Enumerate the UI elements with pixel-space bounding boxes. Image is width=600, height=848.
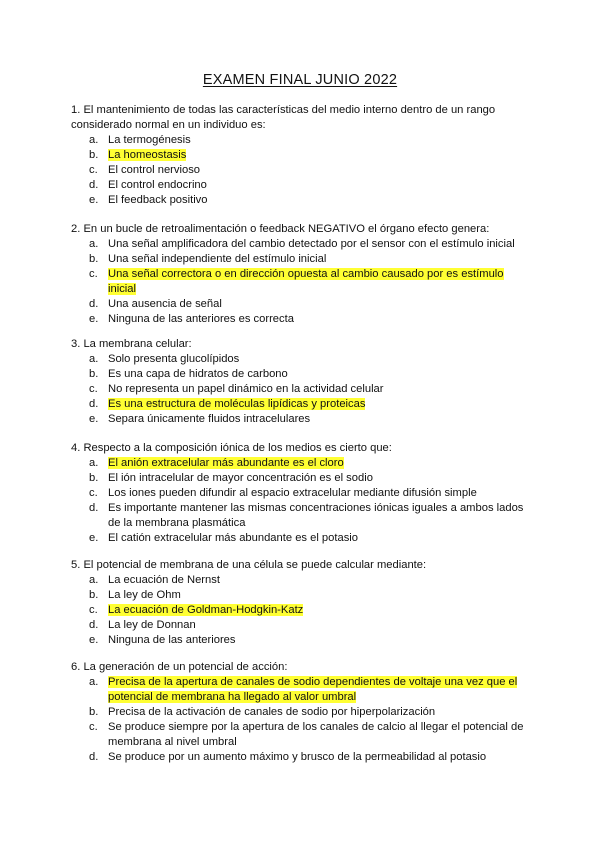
answer-options — [71, 456, 531, 546]
answer-option — [71, 412, 531, 427]
option-letter: c. — [89, 721, 98, 733]
answer-option — [71, 252, 531, 267]
answer-option — [71, 456, 531, 471]
answer-options — [71, 237, 531, 327]
option-letter: e. — [89, 313, 99, 325]
option-text-highlighted: La homeostasis — [108, 149, 187, 161]
option-text-highlighted: Precisa de la apertura de canales de sodio dependientes de voltaje una vez que el potencial de membrana ha llegado al valor umbral — [108, 676, 518, 703]
answer-option — [71, 237, 531, 252]
question-1 — [71, 103, 531, 208]
answer-option — [71, 267, 531, 297]
option-text: Ninguna de las anteriores — [108, 634, 236, 646]
answer-option — [71, 163, 531, 178]
question-5 — [71, 558, 531, 648]
option-letter: c. — [89, 268, 98, 280]
option-text: El control endocrino — [108, 179, 207, 191]
option-text: La ecuación de Nernst — [108, 574, 220, 586]
answer-option — [71, 633, 531, 648]
answer-option — [71, 397, 531, 412]
option-text: Separa únicamente fluidos intracelulares — [108, 413, 311, 425]
answer-option — [71, 675, 531, 705]
option-letter: c. — [89, 487, 98, 499]
option-letter: a. — [89, 353, 99, 365]
option-letter: a. — [89, 457, 99, 469]
option-text-highlighted: El anión extracelular más abundante es el cloro — [108, 457, 344, 469]
option-text: Se produce siempre por la apertura de los canales de calcio al llegar el potencial de membrana al nivel umbral — [108, 721, 524, 748]
answer-options — [71, 352, 531, 427]
question-stem: 3. La membrana celular: — [71, 338, 192, 350]
option-letter: e. — [89, 194, 99, 206]
option-text: La ley de Donnan — [108, 619, 196, 631]
option-letter: a. — [89, 238, 99, 250]
option-letter: b. — [89, 368, 99, 380]
option-text: Una señal independiente del estímulo inicial — [108, 253, 327, 265]
option-letter: d. — [89, 398, 99, 410]
answer-option — [71, 705, 531, 720]
option-text: La termogénesis — [108, 134, 191, 146]
option-letter: c. — [89, 164, 98, 176]
option-text: Una ausencia de señal — [108, 298, 222, 310]
answer-option — [71, 367, 531, 382]
answer-option — [71, 588, 531, 603]
option-letter: a. — [89, 676, 99, 688]
option-letter: b. — [89, 472, 99, 484]
option-letter: b. — [89, 149, 99, 161]
option-text: Los iones pueden difundir al espacio extracelular mediante difusión simple — [108, 487, 477, 499]
answer-options — [71, 133, 531, 208]
answer-option — [71, 148, 531, 163]
option-text: El catión extracelular más abundante es el potasio — [108, 532, 359, 544]
option-letter: b. — [89, 253, 99, 265]
answer-option — [71, 178, 531, 193]
option-text-highlighted: Es una estructura de moléculas lipídicas y proteicas — [108, 398, 366, 410]
question-4 — [71, 441, 531, 546]
option-letter: a. — [89, 574, 99, 586]
option-letter: e. — [89, 413, 99, 425]
answer-option — [71, 618, 531, 633]
option-text: El ión intracelular de mayor concentración es el sodio — [108, 472, 373, 484]
question-3 — [71, 337, 531, 427]
option-letter: e. — [89, 532, 99, 544]
answer-option — [71, 297, 531, 312]
answer-option — [71, 352, 531, 367]
option-text: Es importante mantener las mismas concentraciones iónicas iguales a ambos lados de la membrana plasmática — [108, 502, 524, 529]
option-text: Se produce por un aumento máximo y brusco de la permeabilidad al potasio — [108, 751, 487, 763]
option-text: Precisa de la activación de canales de sodio por hiperpolarización — [108, 706, 436, 718]
option-letter: b. — [89, 589, 99, 601]
option-letter: c. — [89, 383, 98, 395]
option-text: No representa un papel dinámico en la actividad celular — [108, 383, 384, 395]
option-letter: d. — [89, 298, 99, 310]
question-2 — [71, 222, 531, 327]
question-6 — [71, 660, 531, 765]
answer-option — [71, 486, 531, 501]
answer-option — [71, 603, 531, 618]
page-title — [0, 72, 600, 88]
answer-option — [71, 312, 531, 327]
option-letter: c. — [89, 604, 98, 616]
answer-option — [71, 193, 531, 208]
answer-option — [71, 531, 531, 546]
option-letter: d. — [89, 751, 99, 763]
question-stem: 6. La generación de un potencial de acción: — [71, 661, 288, 673]
answer-option — [71, 573, 531, 588]
option-text: Ninguna de las anteriores es correcta — [108, 313, 294, 325]
page-title-text: EXAMEN FINAL JUNIO 2022 — [202, 72, 398, 88]
option-text: El feedback positivo — [108, 194, 208, 206]
answer-option — [71, 750, 531, 765]
option-letter: d. — [89, 179, 99, 191]
option-text: Solo presenta glucolípidos — [108, 353, 240, 365]
option-text: La ley de Ohm — [108, 589, 181, 601]
option-letter: d. — [89, 619, 99, 631]
option-text-highlighted: La ecuación de Goldman-Hodgkin-Katz — [108, 604, 304, 616]
option-text: Es una capa de hidratos de carbono — [108, 368, 288, 380]
answer-options — [71, 573, 531, 648]
answer-option — [71, 382, 531, 397]
option-text-highlighted: Una señal correctora o en dirección opuesta al cambio causado por es estímulo inicial — [108, 268, 504, 295]
answer-options — [71, 675, 531, 765]
answer-option — [71, 720, 531, 750]
option-text: Una señal amplificadora del cambio detectado por el sensor con el estímulo inicial — [108, 238, 515, 250]
question-stem: 4. Respecto a la composición iónica de los medios es cierto que: — [71, 442, 392, 454]
answer-option — [71, 133, 531, 148]
option-letter: e. — [89, 634, 99, 646]
answer-option — [71, 471, 531, 486]
question-stem: 1. El mantenimiento de todas las características del medio interno dentro de un rango considerado normal en un individuo es: — [71, 104, 496, 131]
option-letter: b. — [89, 706, 99, 718]
answer-option — [71, 501, 531, 531]
question-stem: 5. El potencial de membrana de una célula se puede calcular mediante: — [71, 559, 427, 571]
option-letter: d. — [89, 502, 99, 514]
option-text: El control nervioso — [108, 164, 201, 176]
option-letter: a. — [89, 134, 99, 146]
question-stem: 2. En un bucle de retroalimentación o feedback NEGATIVO el órgano efecto genera: — [71, 223, 490, 235]
